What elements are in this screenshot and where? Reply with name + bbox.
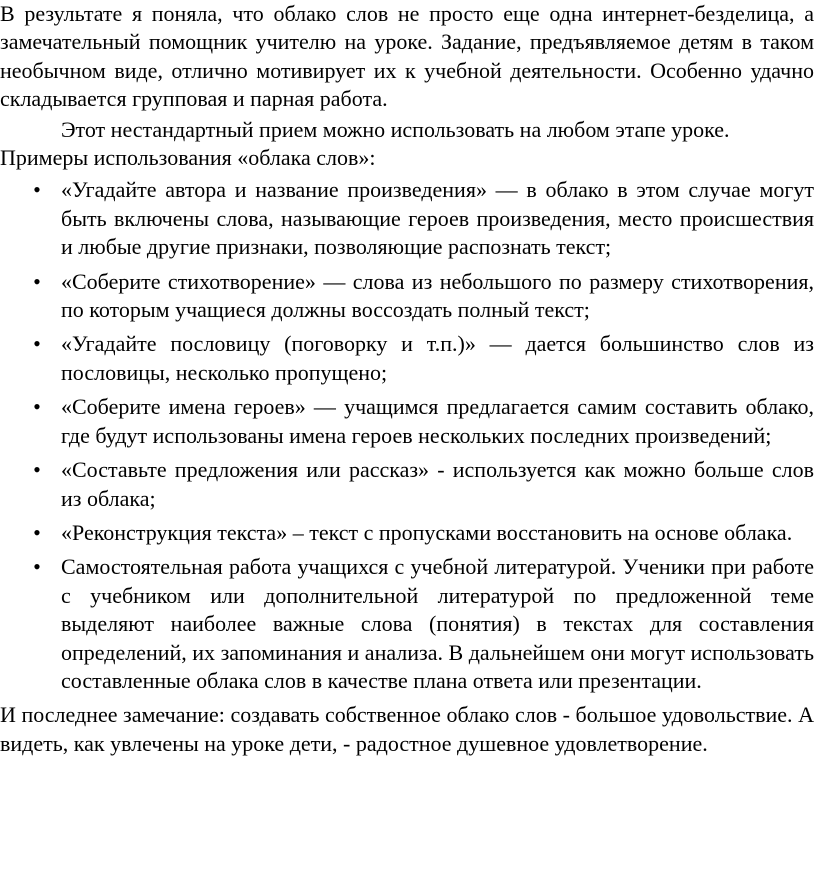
bullet-icon: • (33, 457, 41, 483)
list-item (0, 393, 814, 450)
list-item-text: Самостоятельная работа учащихся с учебной литературой. Ученики при работе с учебником или дополнительной литературой по предложенной теме выделяют наиболее важные слова (понятия) в текстах для составления определений, их запоминания и анализа. В дальнейшем они могут использовать составленные облака слов в качестве плана ответа или презентации. (61, 554, 814, 693)
bullet-icon: • (33, 394, 41, 420)
bullet-icon: • (33, 554, 41, 580)
paragraph-final-remark: И последнее замечание: создавать собственное облако слов - большое удовольствие. А видеть, как увлечены на уроке дети, - радостное душевное удовлетворение. (0, 702, 814, 756)
bullet-icon: • (33, 177, 41, 203)
paragraph-conclusion: В результате я поняла, что облако слов не просто еще одна интернет-безделица, а замечательный помощник учителю на уроке. Задание, предъявляемое детям в таком необычном виде, отлично мотивирует их к учебной деятельности. Особенно удачно складывается групповая и парная работа. (0, 1, 814, 112)
list-item-text: «Составьте предложения или рассказ» - используется как можно больше слов из облака; (61, 457, 814, 511)
bullet-icon: • (33, 331, 41, 357)
list-item-text: «Соберите стихотворение» — слова из небольшого по размеру стихотворения, по которым учащиеся должны воссоздать полный текст; (61, 268, 814, 323)
list-item (0, 456, 814, 513)
list-item-text: «Реконструкция текста» – текст с пропусками восстановить на основе облака. (61, 519, 793, 545)
list-item-text: «Угадайте автора и название произведения» — в облако в этом случае могут быть включены слова, называющие героев произведения, место происшествия и любые другие признаки, позволяющие распознать текст; (61, 177, 814, 260)
list-item (0, 176, 814, 261)
paragraph-examples-heading: Примеры использования «облака слов»: (0, 145, 376, 171)
bullet-icon: • (33, 519, 41, 545)
examples-list (0, 176, 814, 695)
list-item-text: «Соберите имена героев» — учащимся предлагается самим составить облако, где будут использованы имена героев нескольких последних произведений; (61, 394, 814, 448)
list-item (0, 519, 814, 547)
list-item (0, 553, 814, 695)
paragraph-technique: Этот нестандартный прием можно использовать на любом этапе уроке. (61, 116, 730, 142)
list-item (0, 268, 814, 325)
list-item-text: «Угадайте пословицу (поговорку и т.п.)» — дается большинство слов из пословицы, несколько пропущено; (61, 331, 814, 385)
bullet-icon: • (33, 268, 41, 294)
list-item (0, 330, 814, 387)
